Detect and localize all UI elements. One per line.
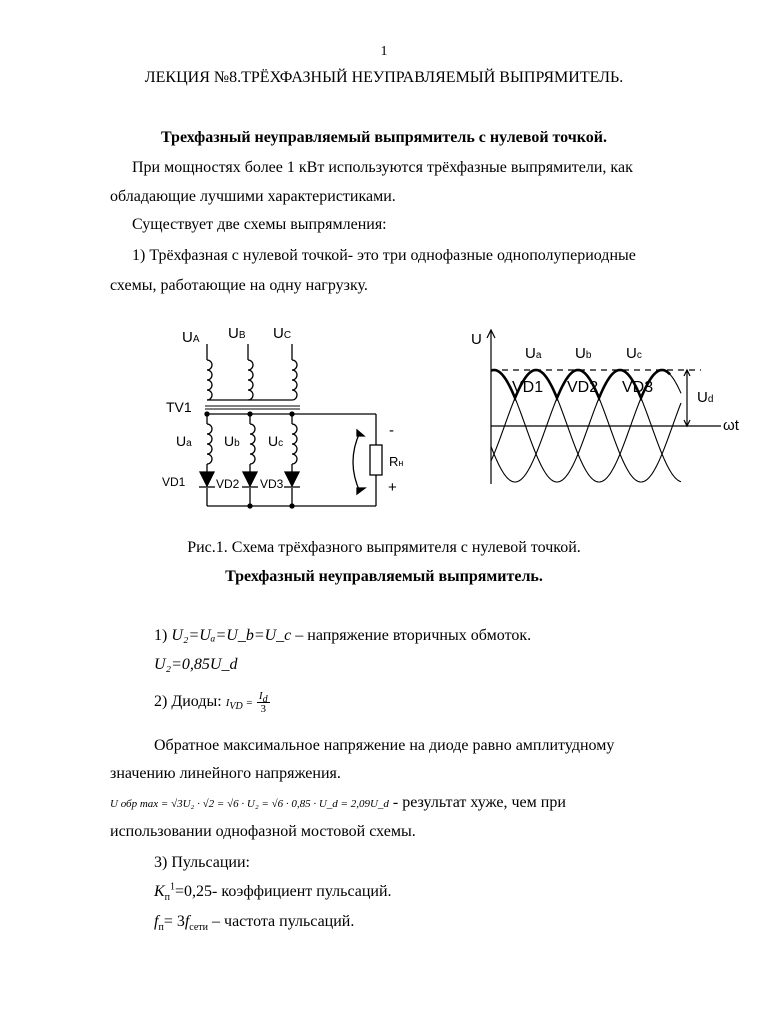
secondary-label-b: Ub (224, 433, 240, 449)
paragraph-1-line-2: обладающие лучшими характеристиками. (110, 188, 396, 205)
item-1-text: – напряжение вторичных обмоток. (295, 627, 532, 644)
primary-label-a: UA (182, 329, 200, 346)
reverse-voltage-line (110, 793, 566, 814)
y-axis-label: U (471, 331, 482, 348)
secondary-label-c: Uc (268, 433, 284, 449)
item-2 (154, 690, 270, 715)
phase-label-c: Uc (626, 345, 642, 362)
ud-label: Ud (697, 389, 714, 406)
ripple-frequency-line: $f_п= 3f_{сети}$ – частота пульсаций. (154, 913, 355, 934)
minus-sign: - (389, 422, 394, 439)
diode-label-vd3: VD3 (260, 477, 284, 491)
primary-label-b: UB (228, 325, 246, 342)
secondary-label-a: Ua (176, 433, 192, 449)
waveform-vd2-label: VD2 (567, 379, 599, 396)
figure-subtitle: Трехфазный неуправляемый выпрямитель. (225, 568, 543, 585)
primary-label-c: UC (273, 325, 292, 342)
paragraph-3-line-1: 1) Трёхфазная с нулевой точкой- это три однофазные однополупериодные (132, 247, 636, 264)
diode-label-vd2: VD2 (216, 477, 240, 491)
item-2-fraction: $\frac{I_d}{3}$ (258, 690, 268, 715)
paragraph-5: использовании однофазной мостовой схемы. (110, 823, 416, 840)
lecture-title: ЛЕКЦИЯ №8.ТРЁХФАЗНЫЙ НЕУПРАВЛЯЕМЫЙ ВЫПРЯМИТЕЛЬ. (144, 69, 624, 86)
rectifier-circuit-diagram (160, 320, 410, 520)
item-1 (154, 626, 531, 646)
item-3-heading: 3) Пульсации: (154, 854, 250, 871)
paragraph-4-line-2: значению линейного напряжения. (110, 765, 341, 782)
section-heading: Трехфазный неуправляемый выпрямитель с нулевой точкой. (160, 129, 608, 146)
diode-label-vd1: VD1 (162, 475, 186, 489)
item-1b-formula: U₂=0,85U_d (154, 656, 238, 673)
item-2-prefix: 2) Диоды: (154, 693, 222, 711)
paragraph-2: Существует две схемы выпрямления: (132, 216, 387, 233)
figure-caption: Рис.1. Схема трёхфазного выпрямителя с нулевой точкой. (187, 539, 581, 556)
transformer-label: TV1 (166, 399, 192, 415)
phase-label-a: Ua (525, 345, 542, 362)
reverse-voltage-tail: - результат хуже, чем при (392, 794, 566, 811)
item-1-formula: U₂=Uₐ=U_b=U_c (171, 627, 292, 644)
ripple-frequency-eq: = 3 (163, 913, 185, 930)
ripple-coefficient-text: =0,25- коэффициент пульсаций. (175, 883, 392, 900)
paragraph-3-line-2: схемы, работающие на одну нагрузку. (110, 277, 368, 294)
plus-sign: + (388, 479, 397, 496)
page-number: 1 (380, 44, 388, 59)
reverse-voltage-formula: U обр max = √3U₂ · √2 = √6 · U₂ = √6 · 0,85 · U_d = 2,09U_d (110, 798, 389, 810)
rectified-voltage-waveform (465, 326, 755, 486)
phase-label-b: Ub (575, 345, 592, 362)
paragraph-4-line-1: Обратное максимальное напряжение на диоде равно амплитудному (154, 737, 615, 754)
waveform-vd3-label: VD3 (622, 379, 654, 396)
load-resistor-label: Rн (389, 454, 404, 469)
paragraph-1-line-1: При мощностях более 1 кВт используются трёхфазные выпрямители, как (132, 159, 633, 176)
ripple-coefficient-line: $K_п^1=0,25-$ коэффициент пульсаций. (154, 881, 392, 904)
item-2-lhs: $I_{VD}$ = (225, 697, 253, 713)
x-axis-label: ωt (723, 417, 739, 434)
waveform-vd1-label: VD1 (512, 379, 544, 396)
item-1-prefix: 1) (154, 627, 168, 644)
ripple-frequency-tail: – частота пульсаций. (212, 913, 355, 930)
